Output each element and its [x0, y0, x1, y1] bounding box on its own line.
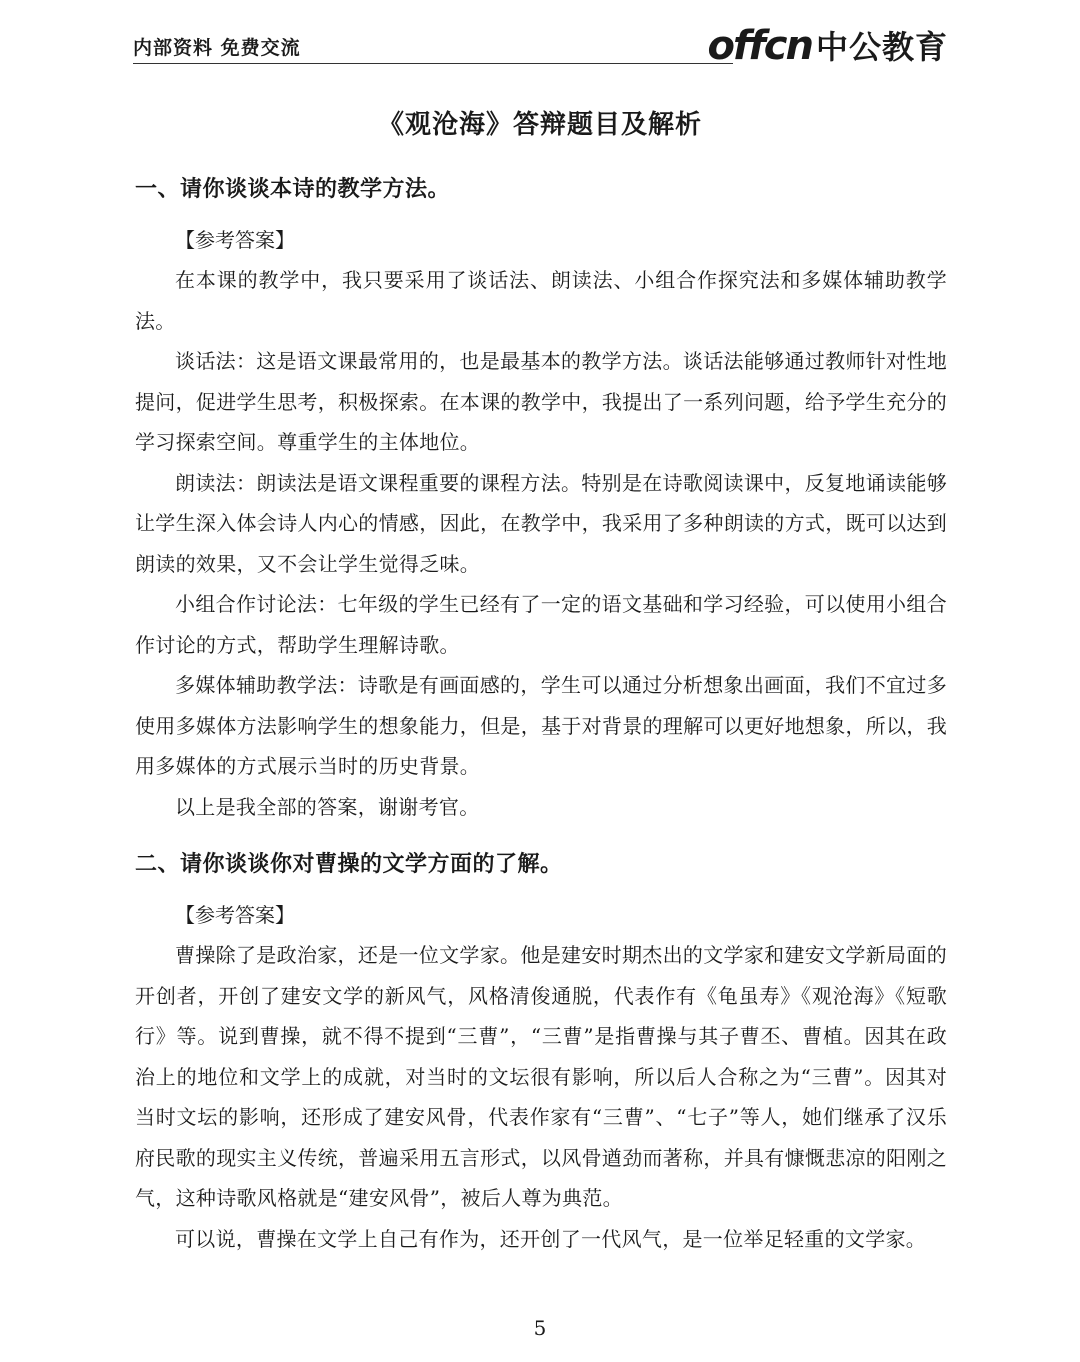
paragraph: 可以说，曹操在文学上自己有作为，还开创了一代风气，是一位举足轻重的文学家。 — [175, 1226, 927, 1251]
paragraph: 在本课的教学中，我只要采用了谈话法、朗读法、小组合作探究法和多媒体辅助教学法。 — [135, 268, 947, 333]
section-heading: 一、请你谈谈本诗的教学方法。 — [135, 177, 451, 202]
paragraph: 以上是我全部的答案，谢谢考官。 — [175, 794, 480, 819]
answer-label: 【参考答案】 — [175, 228, 295, 252]
brand-logo — [707, 14, 949, 69]
paragraph: 小组合作讨论法：七年级的学生已经有了一定的语文基础和学习经验，可以使用小组合作讨论的方式，帮助学生理解诗歌。 — [135, 592, 947, 657]
answer-label: 【参考答案】 — [175, 903, 295, 927]
section-heading: 二、请你谈谈你对曹操的文学方面的了解。 — [135, 852, 563, 877]
paragraph: 曹操除了是政治家，还是一位文学家。他是建安时期杰出的文学家和建安文学新局面的开创者，开创了建安文学的新风气，风格清俊通脱，代表作有《龟虽寿》《观沧海》《短歌行》等。说到曹操，就不得不提到“三曹”，“三曹”是指曹操与其子曹丕、曹植。因其在政治上的地位和文学上的成就，对当时的文坛很有影响，所以后人合称之为“三曹”。因其对当时文坛的影响，还形成了建安风骨，代表作家有“三曹”、“七子”等人，她们继承了汉乐府民歌的现实主义传统，普遍采用五言形式，以风骨遒劲而著称，并具有慷慨悲凉的阳刚之气，这种诗歌风格就是“建安风骨”，被后人尊为典范。 — [135, 943, 947, 1210]
section-1 — [135, 170, 947, 827]
page-header — [133, 14, 948, 69]
paragraph: 谈话法：这是语文课最常用的，也是最基本的教学方法。谈话法能够通过教师针对性地提问，促进学生思考，积极探索。在本课的教学中，我提出了一系列问题，给予学生充分的学习探索空间。尊重学生的主体地位。 — [135, 349, 947, 454]
logo-mark: offcn — [707, 23, 812, 69]
page-number: 5 — [533, 1316, 547, 1340]
paragraph: 朗读法：朗读法是语文课程重要的课程方法。特别是在诗歌阅读课中，反复地诵读能够让学生深入体会诗人内心的情感，因此，在教学中，我采用了多种朗读的方式，既可以达到朗读的效果，又不会让学生觉得乏味。 — [135, 470, 947, 576]
header-left-text: 内部资料 免费交流 — [133, 37, 301, 59]
header-rule — [133, 63, 733, 64]
logo-text: 中公教育 — [815, 28, 948, 66]
section-2 — [135, 845, 947, 1259]
document-title: 《观沧海》答辩题目及解析 — [377, 110, 702, 140]
document-body — [135, 170, 947, 1259]
paragraph: 多媒体辅助教学法：诗歌是有画面感的，学生可以通过分析想象出画面，我们不宜过多使用多媒体方法影响学生的想象能力，但是，基于对背景的理解可以更好地想象，所以，我用多媒体的方式展示当时的历史背景。 — [135, 673, 947, 778]
